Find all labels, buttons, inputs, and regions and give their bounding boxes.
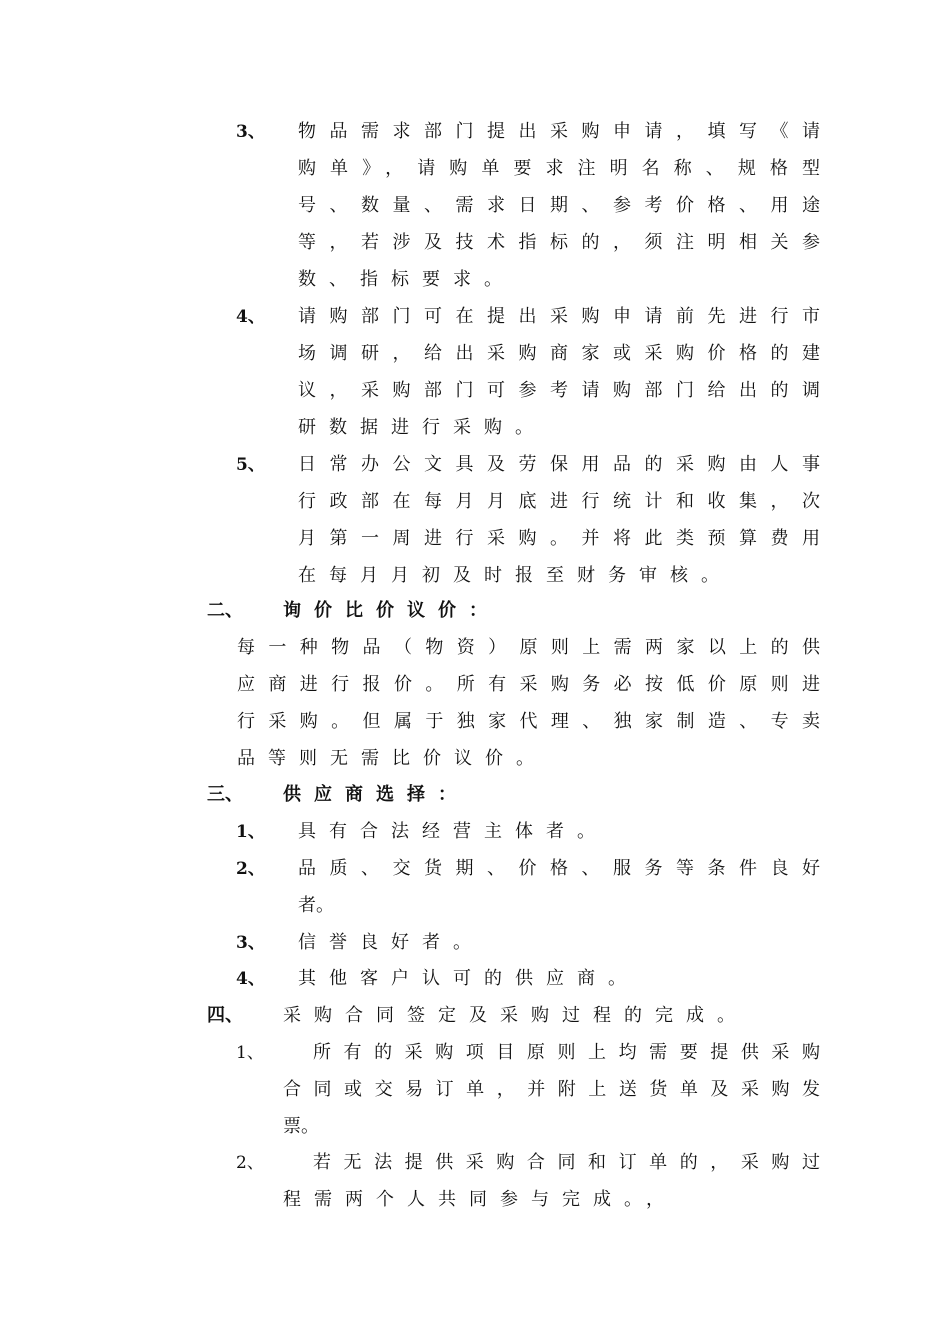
paragraph-line: 在每月月初及时报至财务审核。: [298, 565, 732, 586]
paragraph-line: 月第一周进行采购。并将此类预算费用: [298, 528, 820, 549]
paragraph-line: 信誉良好者。: [298, 932, 484, 953]
paragraph-line: 等，若涉及技术指标的，须注明相关参: [298, 232, 820, 253]
paragraph-line: 物品需求部门提出采购申请，填写《请: [298, 121, 820, 142]
paragraph-line: 行政部在每月月底进行统计和收集，次: [298, 491, 820, 512]
item-number: 4、: [236, 969, 265, 989]
item-number: 2、: [236, 1153, 264, 1173]
paragraph-line: 号、数量、需求日期、参考价格、用途: [298, 195, 820, 216]
paragraph-line: 品质、交货期、价格、服务等条件良好: [298, 858, 820, 879]
item-number: 5、: [236, 455, 265, 475]
paragraph-line: 若无法提供采购合同和订单的，采购过: [313, 1152, 820, 1173]
section-title: 采购合同签定及采购过程的完成。: [283, 1005, 748, 1026]
paragraph-line: 购单》，请购单要求注明名称、规格型: [298, 158, 820, 179]
paragraph-line: 数、指标要求。: [298, 269, 515, 290]
paragraph-line: 者。: [298, 895, 334, 916]
section-number: 二、: [207, 600, 243, 621]
paragraph-line: 所有的采购项目原则上均需要提供采购: [313, 1042, 820, 1063]
paragraph-line: 其他客户认可的供应商。: [298, 968, 639, 989]
paragraph-line: 请购部门可在提出采购申请前先进行市: [298, 306, 820, 327]
paragraph-line: 程需两个人共同参与完成。，: [283, 1189, 677, 1210]
item-number: 3、: [236, 933, 265, 953]
item-number: 4、: [236, 307, 265, 327]
paragraph-line: 合同或交易订单，并附上送货单及采购发: [283, 1079, 820, 1100]
section-number: 四、: [207, 1005, 243, 1026]
section-title: 供应商选择：: [283, 784, 469, 805]
item-number: 2、: [236, 859, 265, 879]
paragraph-line: 场调研，给出采购商家或采购价格的建: [298, 343, 820, 364]
paragraph-line: 每一种物品（物资）原则上需两家以上的供: [237, 637, 820, 658]
paragraph-line: 研数据进行采购。: [298, 417, 546, 438]
paragraph-line: 具有合法经营主体者。: [298, 821, 608, 842]
item-number: 3、: [236, 122, 265, 142]
section-title: 询价比价议价：: [283, 600, 500, 621]
paragraph-line: 行采购。但属于独家代理、独家制造、专卖: [237, 711, 820, 732]
paragraph-line: 日常办公文具及劳保用品的采购由人事: [298, 454, 820, 475]
item-number: 1、: [236, 822, 265, 842]
item-number: 1、: [236, 1043, 264, 1063]
paragraph-line: 票。: [283, 1116, 319, 1137]
paragraph-line: 应商进行报价。所有采购务必按低价原则进: [237, 674, 820, 695]
paragraph-line: 品等则无需比价议价。: [237, 748, 547, 769]
section-number: 三、: [207, 784, 243, 805]
paragraph-line: 议，采购部门可参考请购部门给出的调: [298, 380, 820, 401]
